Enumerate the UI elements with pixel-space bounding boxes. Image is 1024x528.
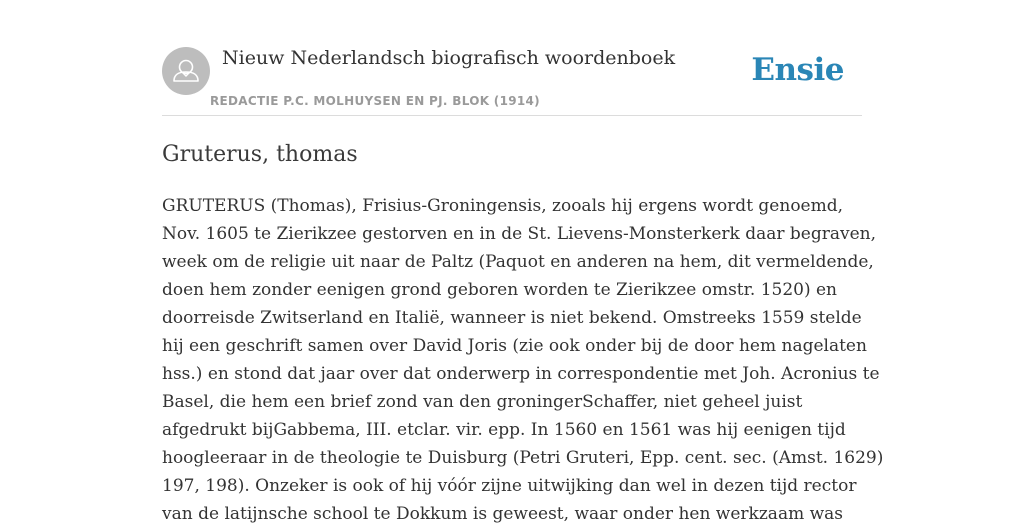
entry-body xyxy=(162,192,884,528)
entry-text-line: hij een geschrift samen over David Joris (zie ook onder bij de door hem nagelaten xyxy=(162,336,867,356)
entry-text-line: hoogleeraar in de theologie te Duisburg (Petri Gruteri, Epp. cent. sec. (Amst. 1629) xyxy=(162,448,884,468)
header xyxy=(162,0,862,116)
entry-text-line: week om de religie uit naar de Paltz (Paquot en anderen na hem, dit vermeldende, xyxy=(162,252,874,272)
entry-text-line: hss.) en stond dat jaar over dat onderwerp in correspondentie met Joh. Acronius te xyxy=(162,364,880,384)
entry-text-line: 197, 198). Onzeker is ook of hij vóór zijne uitwijking dan wel in dezen tijd rector xyxy=(162,476,857,496)
ensie-logo[interactable]: Ensie xyxy=(751,52,844,88)
entry-title: Gruterus, thomas xyxy=(162,142,358,167)
entry-text-line: Nov. 1605 te Zierikzee gestorven en in de St. Lievens-Monsterkerk daar begraven, xyxy=(162,224,877,244)
entry-text-line: doorreisde Zwitserland en Italië, wanneer is niet bekend. Omstreeks 1559 stelde xyxy=(162,308,862,328)
book-editors: REDACTIE P.C. MOLHUYSEN EN PJ. BLOK (1914) xyxy=(210,94,540,108)
page xyxy=(162,0,884,524)
entry-text-line: afgedrukt bijGabbema, III. etclar. vir. epp. In 1560 en 1561 was hij eenigen tijd xyxy=(162,420,846,440)
book-title[interactable]: Nieuw Nederlandsch biografisch woordenboek xyxy=(222,47,676,69)
entry-text-line: van de latijnsche school te Dokkum is geweest, waar onder hen werkzaam was xyxy=(162,504,844,524)
avatar[interactable] xyxy=(162,47,210,95)
entry-text-line: Basel, die hem een brief zond van den groningerSchaffer, niet geheel juist xyxy=(162,392,803,412)
entry-text-line: GRUTERUS (Thomas), Frisius-Groningensis, zooals hij ergens wordt genoemd, xyxy=(162,196,844,216)
user-silhouette-icon xyxy=(162,47,210,95)
entry-text-line: doen hem zonder eenigen grond geboren worden te Zierikzee omstr. 1520) en xyxy=(162,280,838,300)
